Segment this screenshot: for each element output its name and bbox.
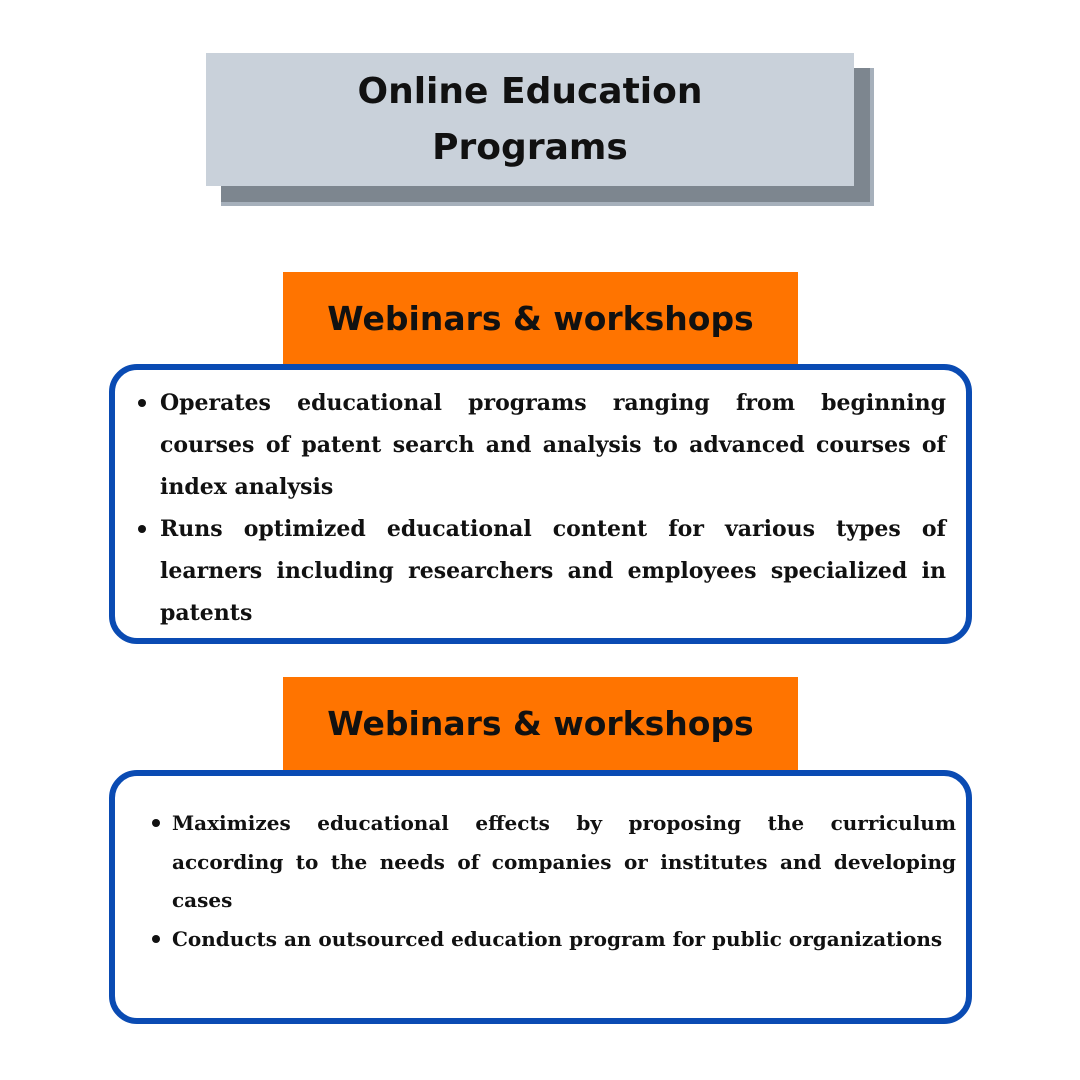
title-box xyxy=(206,53,854,186)
bullet-text: Operates educational programs ranging from beginning courses of patent search and analysis to advanced courses of index analysis xyxy=(160,390,946,500)
bullet-icon xyxy=(152,935,160,943)
bullet-text: Runs optimized educational content for various types of learners including researchers and employees specialized in patents xyxy=(160,516,946,626)
list-item xyxy=(160,382,946,508)
section-header-1: Webinars & workshops xyxy=(283,272,798,365)
bullet-text: Maximizes educational effects by proposing the curriculum according to the needs of companies or institutes and developing cases xyxy=(172,811,956,912)
section-header-2: Webinars & workshops xyxy=(283,677,798,770)
bullet-list-2 xyxy=(172,804,956,958)
list-item xyxy=(172,804,956,920)
bullet-text: Conducts an outsourced education program for public organizations xyxy=(172,926,943,951)
page-title: Online Education Programs xyxy=(357,70,703,168)
bullet-list-1 xyxy=(160,382,946,634)
list-item xyxy=(160,508,946,634)
bullet-icon xyxy=(138,399,146,407)
section-content-box-1 xyxy=(109,364,972,644)
list-item xyxy=(172,920,956,959)
section-content-box-2 xyxy=(109,770,972,1024)
bullet-icon xyxy=(138,525,146,533)
bullet-icon xyxy=(152,819,160,827)
